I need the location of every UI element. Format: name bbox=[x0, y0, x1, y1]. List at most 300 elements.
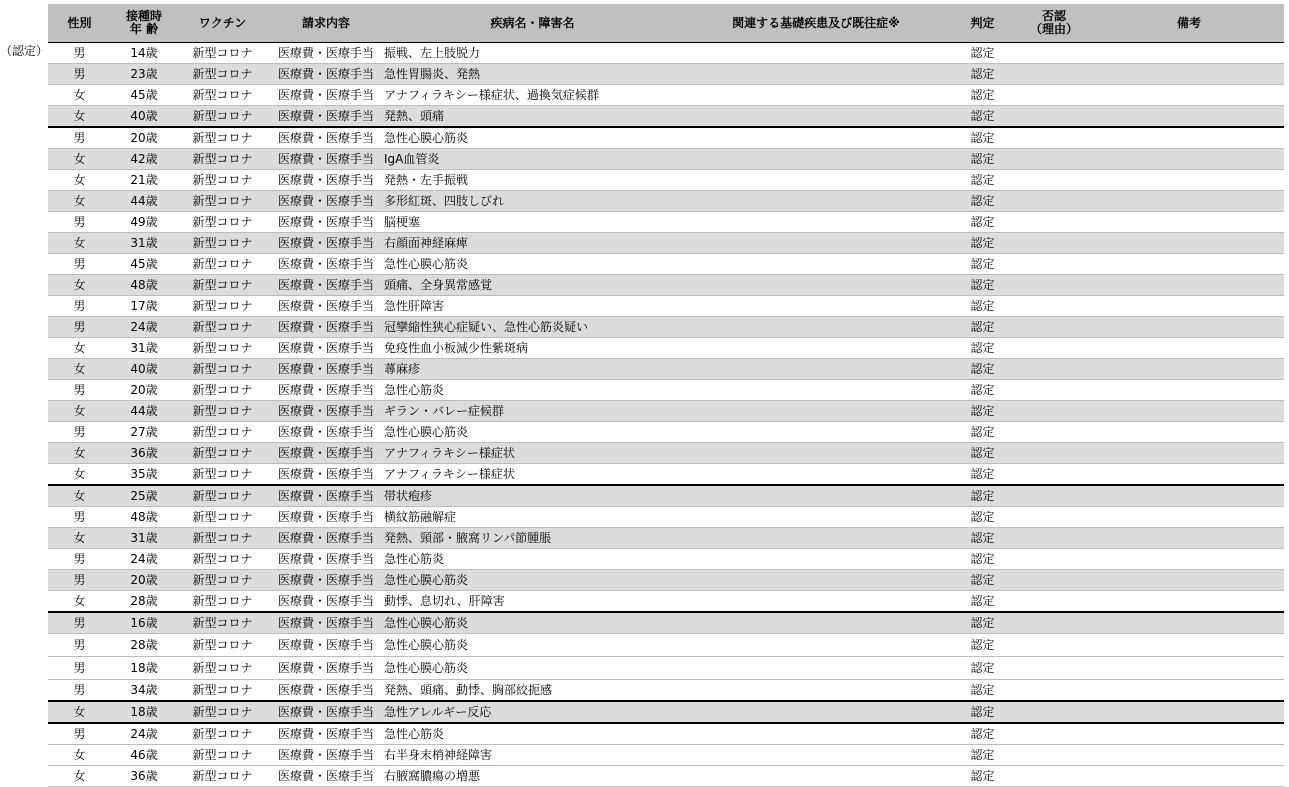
cell-claim: 医療費・医療手当 bbox=[268, 275, 384, 296]
cell-sex: 男 bbox=[48, 127, 111, 149]
cell-related bbox=[681, 317, 951, 338]
cell-age: 45歳 bbox=[111, 254, 177, 275]
cell-denial bbox=[1014, 701, 1094, 723]
cell-age: 17歳 bbox=[111, 296, 177, 317]
cell-vaccine: 新型コロナ bbox=[177, 149, 268, 170]
cell-sex: 女 bbox=[48, 485, 111, 507]
cell-disease: 急性心筋炎 bbox=[384, 380, 681, 401]
cell-denial bbox=[1014, 766, 1094, 787]
cell-sex: 女 bbox=[48, 745, 111, 766]
cell-disease: 多形紅斑、四肢しびれ bbox=[384, 191, 681, 212]
cell-disease: 急性心膜心筋炎 bbox=[384, 634, 681, 657]
cell-claim: 医療費・医療手当 bbox=[268, 723, 384, 745]
cell-vaccine: 新型コロナ bbox=[177, 64, 268, 85]
cell-remarks bbox=[1094, 485, 1284, 507]
cell-sex: 女 bbox=[48, 443, 111, 464]
cell-related bbox=[681, 680, 951, 702]
cell-vaccine: 新型コロナ bbox=[177, 170, 268, 191]
cell-remarks bbox=[1094, 549, 1284, 570]
cell-sex: 男 bbox=[48, 43, 111, 64]
cell-remarks bbox=[1094, 149, 1284, 170]
cell-sex: 女 bbox=[48, 338, 111, 359]
cell-judgment: 認定 bbox=[951, 766, 1014, 787]
cell-remarks bbox=[1094, 570, 1284, 591]
cell-disease: 急性心膜心筋炎 bbox=[384, 422, 681, 443]
cell-vaccine: 新型コロナ bbox=[177, 191, 268, 212]
cell-denial bbox=[1014, 612, 1094, 634]
table-row bbox=[48, 106, 1284, 128]
cell-judgment: 認定 bbox=[951, 507, 1014, 528]
cell-sex: 女 bbox=[48, 701, 111, 723]
cell-vaccine: 新型コロナ bbox=[177, 359, 268, 380]
cell-sex: 男 bbox=[48, 212, 111, 233]
cell-remarks bbox=[1094, 401, 1284, 422]
cell-remarks bbox=[1094, 212, 1284, 233]
cell-denial bbox=[1014, 485, 1094, 507]
table-row bbox=[48, 85, 1284, 106]
cell-judgment: 認定 bbox=[951, 380, 1014, 401]
cell-denial bbox=[1014, 464, 1094, 486]
cell-remarks bbox=[1094, 422, 1284, 443]
cell-judgment: 認定 bbox=[951, 634, 1014, 657]
cell-denial bbox=[1014, 106, 1094, 128]
cell-claim: 医療費・医療手当 bbox=[268, 149, 384, 170]
cell-claim: 医療費・医療手当 bbox=[268, 507, 384, 528]
cell-sex: 女 bbox=[48, 359, 111, 380]
table-row bbox=[48, 191, 1284, 212]
cell-sex: 男 bbox=[48, 422, 111, 443]
cell-judgment: 認定 bbox=[951, 43, 1014, 64]
cell-claim: 医療費・医療手当 bbox=[268, 380, 384, 401]
col-header-disease: 疾病名・障害名 bbox=[384, 4, 681, 43]
cell-vaccine: 新型コロナ bbox=[177, 680, 268, 702]
cell-sex: 男 bbox=[48, 296, 111, 317]
cell-disease: 急性心膜心筋炎 bbox=[384, 254, 681, 275]
cell-related bbox=[681, 591, 951, 613]
cell-denial bbox=[1014, 680, 1094, 702]
cell-related bbox=[681, 380, 951, 401]
col-header-claim: 請求内容 bbox=[268, 4, 384, 43]
cell-disease: ギラン・バレー症候群 bbox=[384, 401, 681, 422]
cell-related bbox=[681, 43, 951, 64]
cell-denial bbox=[1014, 170, 1094, 191]
cell-claim: 医療費・医療手当 bbox=[268, 170, 384, 191]
cell-vaccine: 新型コロナ bbox=[177, 43, 268, 64]
cell-vaccine: 新型コロナ bbox=[177, 106, 268, 128]
cell-remarks bbox=[1094, 275, 1284, 296]
table-row bbox=[48, 254, 1284, 275]
cell-related bbox=[681, 485, 951, 507]
cell-judgment: 認定 bbox=[951, 359, 1014, 380]
cell-age: 40歳 bbox=[111, 106, 177, 128]
cell-claim: 医療費・医療手当 bbox=[268, 464, 384, 486]
cell-vaccine: 新型コロナ bbox=[177, 296, 268, 317]
relief-records-table bbox=[48, 4, 1284, 787]
cell-age: 31歳 bbox=[111, 338, 177, 359]
table-row bbox=[48, 422, 1284, 443]
cell-judgment: 認定 bbox=[951, 745, 1014, 766]
cell-judgment: 認定 bbox=[951, 723, 1014, 745]
cell-denial bbox=[1014, 657, 1094, 680]
cell-judgment: 認定 bbox=[951, 591, 1014, 613]
cell-claim: 医療費・医療手当 bbox=[268, 43, 384, 64]
cell-sex: 女 bbox=[48, 85, 111, 106]
col-header-remarks: 備考 bbox=[1094, 4, 1284, 43]
cell-claim: 医療費・医療手当 bbox=[268, 485, 384, 507]
cell-sex: 男 bbox=[48, 680, 111, 702]
cell-claim: 医療費・医療手当 bbox=[268, 254, 384, 275]
cell-age: 16歳 bbox=[111, 612, 177, 634]
table-row bbox=[48, 464, 1284, 486]
cell-remarks bbox=[1094, 380, 1284, 401]
cell-disease: 帯状疱疹 bbox=[384, 485, 681, 507]
cell-disease: 急性胃腸炎、発熱 bbox=[384, 64, 681, 85]
cell-vaccine: 新型コロナ bbox=[177, 317, 268, 338]
cell-age: 24歳 bbox=[111, 549, 177, 570]
cell-claim: 医療費・医療手当 bbox=[268, 338, 384, 359]
cell-judgment: 認定 bbox=[951, 127, 1014, 149]
cell-age: 18歳 bbox=[111, 701, 177, 723]
cell-denial bbox=[1014, 723, 1094, 745]
cell-denial bbox=[1014, 549, 1094, 570]
cell-disease: 動悸、息切れ、肝障害 bbox=[384, 591, 681, 613]
cell-judgment: 認定 bbox=[951, 422, 1014, 443]
cell-sex: 女 bbox=[48, 401, 111, 422]
cell-age: 20歳 bbox=[111, 570, 177, 591]
cell-vaccine: 新型コロナ bbox=[177, 766, 268, 787]
cell-denial bbox=[1014, 85, 1094, 106]
table-row bbox=[48, 443, 1284, 464]
col-header-denial-line2: （理由） bbox=[1029, 22, 1078, 36]
cell-sex: 女 bbox=[48, 591, 111, 613]
cell-judgment: 認定 bbox=[951, 85, 1014, 106]
cell-claim: 医療費・医療手当 bbox=[268, 634, 384, 657]
cell-claim: 医療費・医療手当 bbox=[268, 591, 384, 613]
cell-vaccine: 新型コロナ bbox=[177, 549, 268, 570]
cell-disease: アナフィラキシー様症状 bbox=[384, 464, 681, 486]
cell-sex: 男 bbox=[48, 657, 111, 680]
table-row bbox=[48, 745, 1284, 766]
table-row bbox=[48, 701, 1284, 723]
cell-vaccine: 新型コロナ bbox=[177, 507, 268, 528]
cell-related bbox=[681, 443, 951, 464]
cell-judgment: 認定 bbox=[951, 275, 1014, 296]
cell-vaccine: 新型コロナ bbox=[177, 212, 268, 233]
col-header-judgment: 判定 bbox=[951, 4, 1014, 43]
cell-claim: 医療費・医療手当 bbox=[268, 701, 384, 723]
col-header-denial-line1: 否認 bbox=[1041, 9, 1066, 23]
cell-denial bbox=[1014, 338, 1094, 359]
cell-disease: IgA血管炎 bbox=[384, 149, 681, 170]
cell-judgment: 認定 bbox=[951, 549, 1014, 570]
cell-judgment: 認定 bbox=[951, 233, 1014, 254]
table-row bbox=[48, 507, 1284, 528]
cell-related bbox=[681, 233, 951, 254]
cell-remarks bbox=[1094, 634, 1284, 657]
cell-sex: 男 bbox=[48, 380, 111, 401]
cell-age: 44歳 bbox=[111, 191, 177, 212]
cell-denial bbox=[1014, 591, 1094, 613]
cell-related bbox=[681, 422, 951, 443]
cell-denial bbox=[1014, 43, 1094, 64]
cell-denial bbox=[1014, 422, 1094, 443]
cell-sex: 男 bbox=[48, 549, 111, 570]
cell-vaccine: 新型コロナ bbox=[177, 464, 268, 486]
table-row bbox=[48, 723, 1284, 745]
cell-remarks bbox=[1094, 43, 1284, 64]
cell-claim: 医療費・医療手当 bbox=[268, 680, 384, 702]
cell-sex: 女 bbox=[48, 233, 111, 254]
cell-remarks bbox=[1094, 528, 1284, 549]
cell-judgment: 認定 bbox=[951, 317, 1014, 338]
cell-vaccine: 新型コロナ bbox=[177, 634, 268, 657]
cell-disease: 冠攣縮性狭心症疑い、急性心筋炎疑い bbox=[384, 317, 681, 338]
cell-vaccine: 新型コロナ bbox=[177, 723, 268, 745]
cell-sex: 女 bbox=[48, 766, 111, 787]
cell-age: 48歳 bbox=[111, 507, 177, 528]
cell-age: 49歳 bbox=[111, 212, 177, 233]
cell-age: 24歳 bbox=[111, 723, 177, 745]
cell-claim: 医療費・医療手当 bbox=[268, 233, 384, 254]
cell-denial bbox=[1014, 296, 1094, 317]
cell-remarks bbox=[1094, 191, 1284, 212]
cell-disease: 急性心筋炎 bbox=[384, 549, 681, 570]
cell-remarks bbox=[1094, 106, 1284, 128]
cell-remarks bbox=[1094, 64, 1284, 85]
cell-claim: 医療費・医療手当 bbox=[268, 85, 384, 106]
cell-claim: 医療費・医療手当 bbox=[268, 528, 384, 549]
cell-judgment: 認定 bbox=[951, 485, 1014, 507]
table-row bbox=[48, 64, 1284, 85]
table-row bbox=[48, 380, 1284, 401]
cell-denial bbox=[1014, 233, 1094, 254]
cell-related bbox=[681, 570, 951, 591]
cell-judgment: 認定 bbox=[951, 149, 1014, 170]
cell-age: 28歳 bbox=[111, 591, 177, 613]
cell-judgment: 認定 bbox=[951, 701, 1014, 723]
cell-related bbox=[681, 338, 951, 359]
table-row bbox=[48, 275, 1284, 296]
cell-vaccine: 新型コロナ bbox=[177, 570, 268, 591]
cell-sex: 男 bbox=[48, 507, 111, 528]
cell-vaccine: 新型コロナ bbox=[177, 528, 268, 549]
cell-age: 27歳 bbox=[111, 422, 177, 443]
cell-claim: 医療費・医療手当 bbox=[268, 570, 384, 591]
cell-denial bbox=[1014, 528, 1094, 549]
cell-disease: 発熱、頭痛、動悸、胸部絞扼感 bbox=[384, 680, 681, 702]
cell-remarks bbox=[1094, 127, 1284, 149]
table-row bbox=[48, 591, 1284, 613]
cell-claim: 医療費・医療手当 bbox=[268, 127, 384, 149]
table-row bbox=[48, 359, 1284, 380]
cell-claim: 医療費・医療手当 bbox=[268, 317, 384, 338]
cell-denial bbox=[1014, 317, 1094, 338]
table-row bbox=[48, 657, 1284, 680]
cell-remarks bbox=[1094, 464, 1284, 486]
table-row bbox=[48, 127, 1284, 149]
cell-vaccine: 新型コロナ bbox=[177, 338, 268, 359]
cell-vaccine: 新型コロナ bbox=[177, 485, 268, 507]
cell-disease: アナフィラキシー様症状、過換気症候群 bbox=[384, 85, 681, 106]
cell-age: 23歳 bbox=[111, 64, 177, 85]
cell-denial bbox=[1014, 745, 1094, 766]
cell-age: 20歳 bbox=[111, 380, 177, 401]
cell-age: 34歳 bbox=[111, 680, 177, 702]
cell-disease: 発熱、頭痛 bbox=[384, 106, 681, 128]
cell-remarks bbox=[1094, 591, 1284, 613]
cell-disease: 免疫性血小板減少性紫斑病 bbox=[384, 338, 681, 359]
cell-denial bbox=[1014, 191, 1094, 212]
cell-related bbox=[681, 401, 951, 422]
cell-related bbox=[681, 766, 951, 787]
cell-related bbox=[681, 507, 951, 528]
cell-judgment: 認定 bbox=[951, 212, 1014, 233]
cell-age: 36歳 bbox=[111, 443, 177, 464]
cell-related bbox=[681, 745, 951, 766]
cell-related bbox=[681, 359, 951, 380]
table-row bbox=[48, 149, 1284, 170]
cell-vaccine: 新型コロナ bbox=[177, 612, 268, 634]
cell-sex: 男 bbox=[48, 317, 111, 338]
cell-disease: 急性心筋炎 bbox=[384, 723, 681, 745]
cell-denial bbox=[1014, 212, 1094, 233]
cell-sex: 女 bbox=[48, 275, 111, 296]
cell-sex: 女 bbox=[48, 170, 111, 191]
cell-remarks bbox=[1094, 254, 1284, 275]
cell-age: 45歳 bbox=[111, 85, 177, 106]
cell-related bbox=[681, 191, 951, 212]
cell-disease: 頭痛、全身異常感覚 bbox=[384, 275, 681, 296]
cell-sex: 男 bbox=[48, 612, 111, 634]
cell-judgment: 認定 bbox=[951, 443, 1014, 464]
col-header-related: 関連する基礎疾患及び既往症※ bbox=[681, 4, 951, 43]
cell-vaccine: 新型コロナ bbox=[177, 254, 268, 275]
cell-age: 31歳 bbox=[111, 233, 177, 254]
table-row bbox=[48, 338, 1284, 359]
cell-remarks bbox=[1094, 443, 1284, 464]
cell-age: 18歳 bbox=[111, 657, 177, 680]
cell-age: 20歳 bbox=[111, 127, 177, 149]
col-header-age bbox=[111, 4, 177, 43]
table-row bbox=[48, 528, 1284, 549]
cell-vaccine: 新型コロナ bbox=[177, 233, 268, 254]
cell-related bbox=[681, 170, 951, 191]
cell-sex: 男 bbox=[48, 723, 111, 745]
cell-judgment: 認定 bbox=[951, 170, 1014, 191]
cell-age: 44歳 bbox=[111, 401, 177, 422]
cell-vaccine: 新型コロナ bbox=[177, 422, 268, 443]
cell-age: 48歳 bbox=[111, 275, 177, 296]
cell-age: 24歳 bbox=[111, 317, 177, 338]
cell-age: 36歳 bbox=[111, 766, 177, 787]
cell-vaccine: 新型コロナ bbox=[177, 657, 268, 680]
cell-claim: 医療費・医療手当 bbox=[268, 549, 384, 570]
table-row bbox=[48, 43, 1284, 64]
cell-related bbox=[681, 85, 951, 106]
table-body bbox=[48, 43, 1284, 787]
table-header-row bbox=[48, 4, 1284, 43]
table-row bbox=[48, 233, 1284, 254]
cell-denial bbox=[1014, 254, 1094, 275]
cell-judgment: 認定 bbox=[951, 401, 1014, 422]
table-row bbox=[48, 485, 1284, 507]
table-row bbox=[48, 680, 1284, 702]
cell-disease: 右腋窩膿瘍の増悪 bbox=[384, 766, 681, 787]
cell-vaccine: 新型コロナ bbox=[177, 591, 268, 613]
cell-related bbox=[681, 549, 951, 570]
cell-remarks bbox=[1094, 170, 1284, 191]
cell-sex: 男 bbox=[48, 64, 111, 85]
cell-denial bbox=[1014, 275, 1094, 296]
cell-disease: 右顔面神経麻痺 bbox=[384, 233, 681, 254]
cell-remarks bbox=[1094, 657, 1284, 680]
cell-vaccine: 新型コロナ bbox=[177, 127, 268, 149]
cell-judgment: 認定 bbox=[951, 680, 1014, 702]
col-header-vaccine: ワクチン bbox=[177, 4, 268, 43]
cell-vaccine: 新型コロナ bbox=[177, 85, 268, 106]
cell-sex: 女 bbox=[48, 464, 111, 486]
cell-judgment: 認定 bbox=[951, 657, 1014, 680]
cell-related bbox=[681, 657, 951, 680]
cell-claim: 医療費・医療手当 bbox=[268, 657, 384, 680]
cell-disease: 横紋筋融解症 bbox=[384, 507, 681, 528]
cell-claim: 医療費・医療手当 bbox=[268, 106, 384, 128]
cell-age: 40歳 bbox=[111, 359, 177, 380]
table-row bbox=[48, 634, 1284, 657]
cell-judgment: 認定 bbox=[951, 570, 1014, 591]
cell-denial bbox=[1014, 443, 1094, 464]
cell-age: 42歳 bbox=[111, 149, 177, 170]
cell-related bbox=[681, 149, 951, 170]
cell-remarks bbox=[1094, 766, 1284, 787]
cell-disease: 急性心膜心筋炎 bbox=[384, 127, 681, 149]
cell-age: 25歳 bbox=[111, 485, 177, 507]
cell-sex: 女 bbox=[48, 106, 111, 128]
table-row bbox=[48, 570, 1284, 591]
section-label-approved: （認定） bbox=[0, 44, 49, 58]
cell-age: 46歳 bbox=[111, 745, 177, 766]
cell-related bbox=[681, 464, 951, 486]
cell-remarks bbox=[1094, 296, 1284, 317]
cell-judgment: 認定 bbox=[951, 464, 1014, 486]
cell-disease: 急性心膜心筋炎 bbox=[384, 612, 681, 634]
cell-disease: 脳梗塞 bbox=[384, 212, 681, 233]
cell-vaccine: 新型コロナ bbox=[177, 745, 268, 766]
cell-disease: アナフィラキシー様症状 bbox=[384, 443, 681, 464]
cell-judgment: 認定 bbox=[951, 296, 1014, 317]
cell-remarks bbox=[1094, 338, 1284, 359]
cell-age: 31歳 bbox=[111, 528, 177, 549]
cell-denial bbox=[1014, 507, 1094, 528]
table-row bbox=[48, 212, 1284, 233]
cell-vaccine: 新型コロナ bbox=[177, 275, 268, 296]
cell-disease: 急性肝障害 bbox=[384, 296, 681, 317]
cell-age: 21歳 bbox=[111, 170, 177, 191]
cell-claim: 医療費・医療手当 bbox=[268, 191, 384, 212]
cell-judgment: 認定 bbox=[951, 338, 1014, 359]
cell-claim: 医療費・医療手当 bbox=[268, 64, 384, 85]
cell-remarks bbox=[1094, 723, 1284, 745]
cell-related bbox=[681, 634, 951, 657]
cell-related bbox=[681, 612, 951, 634]
cell-denial bbox=[1014, 634, 1094, 657]
cell-vaccine: 新型コロナ bbox=[177, 443, 268, 464]
table-row bbox=[48, 549, 1284, 570]
cell-disease: 蕁麻疹 bbox=[384, 359, 681, 380]
cell-remarks bbox=[1094, 317, 1284, 338]
cell-denial bbox=[1014, 64, 1094, 85]
cell-claim: 医療費・医療手当 bbox=[268, 296, 384, 317]
